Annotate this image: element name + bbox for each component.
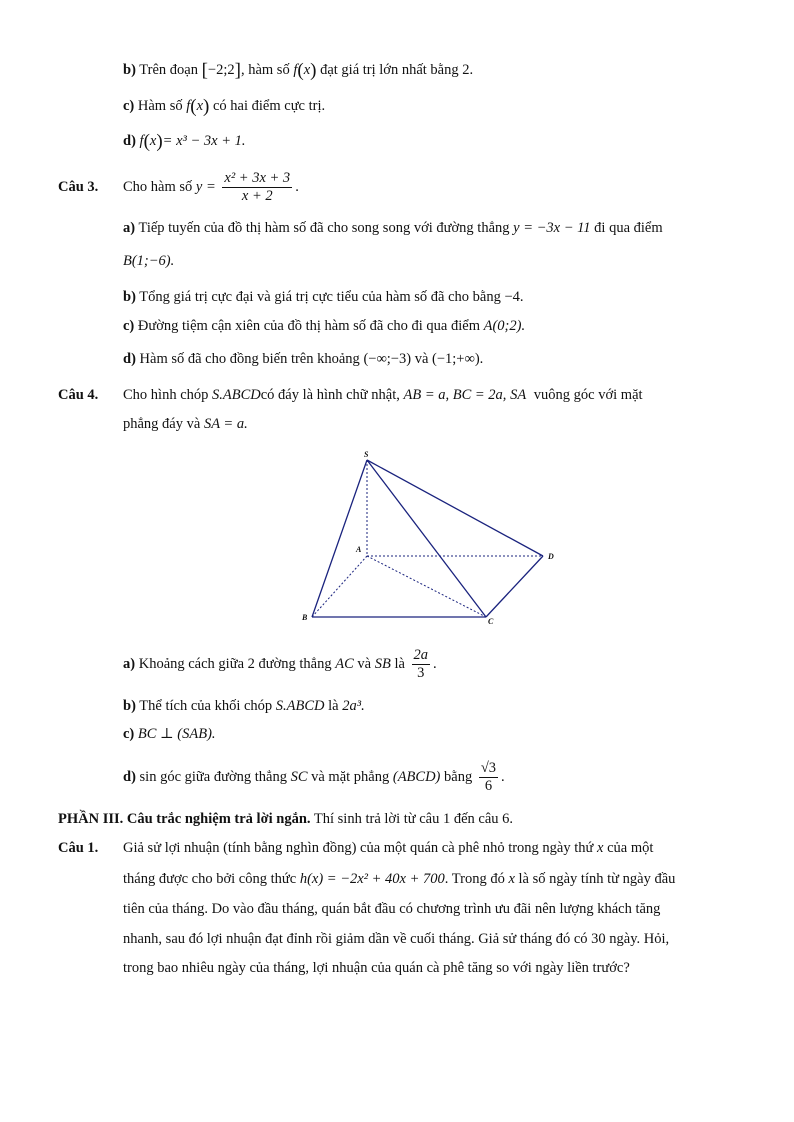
label-c: C [488, 617, 494, 626]
q2-option-c: c) Hàm số f(x) có hai điểm cực trị. [123, 96, 326, 117]
q4-a-sb: SB [374, 656, 391, 672]
q2-option-b: b) Trên đoạn [−2;2], hàm số f(x) đạt giá trị lớn nhất bằng 2. [123, 60, 474, 81]
q4-c-expr: BC ⊥ (SAB). [137, 726, 216, 742]
q2-b-interval: −2;2 [207, 62, 235, 78]
q4-ab-bc: AB = a, BC = 2a, [403, 387, 507, 403]
q4-a-text1: Khoảng cách giữa 2 đường thẳng [138, 656, 332, 672]
q3-d-label: d) [123, 351, 136, 367]
q4-d-abcd: (ABCD) [392, 769, 441, 785]
q4-sa-eq: SA = a. [203, 416, 248, 432]
q2-b-text2: , hàm số [240, 62, 290, 78]
edge-sb [312, 460, 367, 617]
q3-a-label: a) [123, 220, 136, 236]
part3-desc: Thí sinh trả lời từ câu 1 đến câu 6. [313, 811, 514, 827]
q4-option-d: d) sin góc giữa đường thẳng SC và mặt phẳng (ABCD) bằng $\frac{√3}{6}$ . [123, 760, 505, 795]
q4-a-den: 3 [417, 665, 425, 682]
q2-option-d: d) f(x)= x³ − 3x + 1. [123, 131, 246, 152]
q4-d-den: 6 [484, 778, 493, 795]
q4-d-text1: góc giữa đường thẳng [160, 769, 287, 785]
q3-a-point: B(1;−6). [123, 253, 175, 269]
q4-a-num: 2a [413, 647, 429, 664]
q3-a-text1: Tiếp tuyến của đồ thị hàm số đã cho song song với đường thẳng [138, 220, 510, 236]
edge-ac [367, 556, 486, 617]
q4-b-is: là [328, 698, 339, 714]
q3-b-value: −4. [504, 289, 524, 305]
q4-d-text2: và mặt phẳng [311, 769, 390, 785]
q3-c-point: A(0;2). [483, 318, 526, 334]
q2-b-x: x [303, 62, 311, 78]
q3-d-int1: (−∞;−3) [363, 351, 412, 367]
q1-l1a: Giả sử lợi nhuận (tính bằng nghìn đồng) của một quán cà phê nhỏ trong ngày thứ [123, 840, 594, 856]
q4-d-num: √3 [480, 760, 497, 777]
q2-b-text3: đạt giá trị lớn nhất bằng 2. [320, 62, 474, 78]
q4-d-sc: SC [290, 769, 308, 785]
q4-d-text3: bằng [444, 769, 473, 785]
q2-c-text1: Hàm số [137, 98, 183, 114]
edge-sc [367, 460, 486, 617]
q4-l1b: có đáy là hình chữ nhật, [260, 387, 400, 403]
q4-a-fraction [412, 647, 431, 682]
q4-b-val: 2a³. [342, 698, 365, 714]
edge-cd [486, 556, 543, 617]
q3-b-text: Tổng giá trị cực đại và giá trị cực tiểu của hàm số đã cho bằng [139, 289, 501, 305]
label-s: S [364, 450, 369, 459]
q4-d-sin: sin [139, 769, 157, 785]
q4-option-a: a) Khoảng cách giữa 2 đường thẳng AC và SB là $\frac{2a}{3}$ . [123, 647, 437, 682]
q3-c-text: Đường tiệm cận xiên của đồ thị hàm số đã cho đi qua điểm [137, 318, 480, 334]
q4-sabcd: S.ABCD [212, 387, 261, 403]
q3-a-text2: đi qua điểm [594, 220, 663, 236]
q3-a-line: y = −3x − 11 [513, 220, 591, 236]
q4-b-sabcd: S.ABCD [275, 698, 325, 714]
label-a: A [356, 545, 362, 554]
q4-a-label: a) [123, 656, 136, 672]
q3-b-label: b) [123, 289, 136, 305]
q1-l1b: của một [607, 840, 654, 856]
q4-d-label: d) [123, 769, 136, 785]
q4-label: Câu 4. [58, 387, 99, 403]
q2-b-label: b) [123, 62, 136, 78]
q1-l2x: x [508, 871, 515, 887]
q4-l2a: phẳng đáy và [123, 416, 201, 432]
q4-c-label: c) [123, 726, 135, 742]
q3-intro-text: Cho hàm số [123, 179, 193, 195]
q1-line1 [123, 838, 653, 858]
q3-c-label: c) [123, 318, 135, 334]
q4-l1a: Cho hình chóp [123, 387, 209, 403]
q4-option-b [123, 696, 365, 716]
q4-option-c [123, 724, 216, 744]
q4-l1c: vuông góc với mặt [533, 387, 643, 403]
q4-a-ac: AC [335, 656, 354, 672]
q3-intro: Cho hàm số y = $\frac{\text{x² + 3x + 3}}{x + 2}$ . [123, 170, 299, 205]
q2-c-text2: có hai điểm cực trị. [212, 98, 326, 114]
edge-sd [367, 460, 543, 556]
q4-b-label: b) [123, 698, 136, 714]
q3-d-int2: (−1;+∞). [432, 351, 484, 367]
q1-l2b: . Trong đó [444, 871, 505, 887]
label-d: D [548, 552, 554, 561]
q4-a-and: và [357, 656, 372, 672]
q1-line2 [123, 869, 675, 889]
q1-l2a: tháng được cho bởi công thức [123, 871, 297, 887]
q1-label: Câu 1. [58, 840, 99, 856]
q4-b-text1: Thể tích của khối chóp [139, 698, 273, 714]
q4-sa: SA [510, 387, 527, 403]
q3-frac-num: x² + 3x + 3 [224, 170, 291, 187]
q2-c-label: c) [123, 98, 135, 114]
q2-b-fx: f [293, 62, 298, 78]
q1-line4: nhanh, sau đó lợi nhuận đạt đỉnh rồi giảm dần về cuối tháng. Giả sử tháng đó có 30 ngày. Hỏi, [123, 931, 670, 947]
q3-d-and: và [414, 351, 429, 367]
q1-line5: trong bao nhiêu ngày của tháng, lợi nhuận của quán cà phê tăng so với ngày liền trước? [123, 960, 630, 976]
label-b: B [302, 613, 308, 622]
q2-d-expr: = x³ − 3x + 1. [162, 133, 246, 149]
part3-title: PHẦN III. Câu trắc nghiệm trả lời ngắn. [58, 811, 311, 827]
q3-d-text: Hàm số đã cho đồng biến trên khoảng [139, 351, 360, 367]
q3-y-eq: y = [195, 179, 216, 195]
q1-formula: h(x) = −2x² + 40x + 700 [299, 871, 445, 887]
edge-ab [312, 556, 367, 617]
q3-label: Câu 3. [58, 179, 99, 195]
q1-line3: tiên của tháng. Do vào đầu tháng, quán bắt đầu có chương trình ưu đãi nên lượng khách tăng [123, 901, 661, 917]
q4-a-is: là [394, 656, 405, 672]
q2-d-label: d) [123, 133, 136, 149]
q3-frac-den: x + 2 [241, 188, 273, 205]
q1-l1x: x [597, 840, 604, 856]
q2-b-text1: Trên đoạn [139, 62, 198, 78]
q1-l2c: là số ngày tính từ ngày đầu [518, 871, 676, 887]
q4-d-fraction [479, 760, 498, 795]
part3-heading [58, 809, 513, 829]
